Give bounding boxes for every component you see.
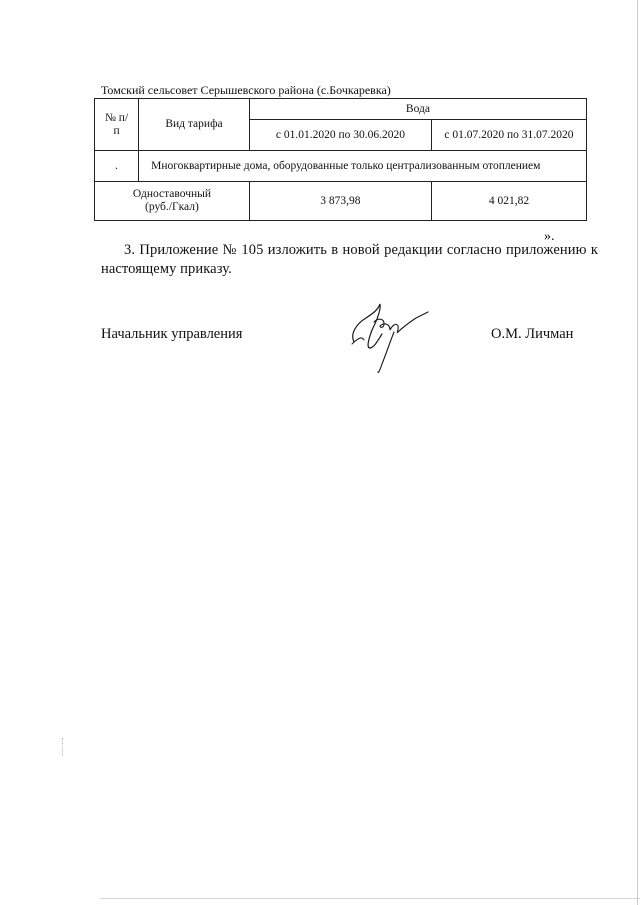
period-2-cell <box>431 120 586 151</box>
row-value-2: 4 021,82 <box>488 194 530 207</box>
signer-title: Начальник управления <box>101 326 243 342</box>
table-row <box>95 182 587 221</box>
period-1: с 01.01.2020 по 30.06.2020 <box>275 128 405 141</box>
section-text-cell <box>139 151 587 182</box>
row-value-1: 3 873,98 <box>320 194 361 207</box>
section-num-cell <box>95 151 139 182</box>
header-type-cell <box>139 99 250 151</box>
header-num-cell <box>95 99 139 151</box>
handwritten-signature <box>340 298 440 378</box>
table-header-row <box>95 99 587 120</box>
header-type: Вид тарифа <box>165 118 223 130</box>
table-caption: Томский сельсовет Серышевского района (с.Бочкаревка) <box>101 83 391 97</box>
row-value-2-cell <box>431 182 586 221</box>
table-section-row <box>95 151 587 182</box>
header-num: № п/п <box>104 111 129 137</box>
header-group-cell <box>249 99 586 120</box>
tariff-table <box>94 98 587 221</box>
paragraph-3: 3. Приложение № 105 изложить в новой редакции согласно приложению к настоящему приказу. <box>101 242 598 277</box>
row-type-line2: (руб./Гкал) <box>145 201 199 213</box>
closing-quote: ». <box>544 229 555 244</box>
row-type-line1: Одноставочный <box>132 188 212 200</box>
row-value-1-cell <box>249 182 431 221</box>
period-1-cell <box>249 120 431 151</box>
period-2: с 01.07.2020 по 31.07.2020 <box>444 128 574 141</box>
signer-name: О.М. Личман <box>491 326 574 342</box>
scan-edge-bottom <box>100 898 640 899</box>
scan-edge-right <box>637 0 638 905</box>
row-type-cell <box>95 182 250 221</box>
section-text: Многоквартирные дома, оборудованные только централизованным отоплением <box>151 159 541 172</box>
header-group: Вода <box>405 102 430 115</box>
margin-mark <box>62 738 64 756</box>
section-num: . <box>115 159 118 172</box>
